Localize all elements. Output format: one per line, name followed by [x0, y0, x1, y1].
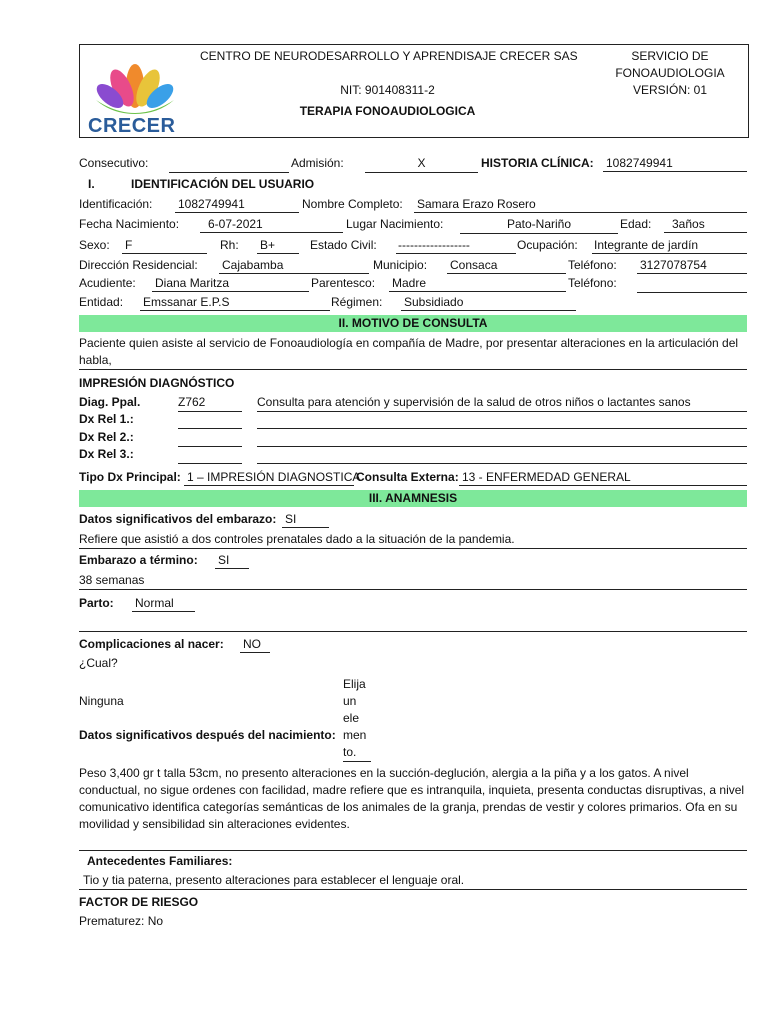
dx-rel3-label: Dx Rel 3.:	[79, 447, 134, 461]
elija-line3: ele	[343, 711, 360, 725]
consecutivo-field[interactable]	[169, 156, 289, 173]
ocupacion-label: Ocupación:	[517, 238, 578, 252]
embarazo-field[interactable]: SI	[282, 512, 329, 528]
identificacion-field[interactable]: 1082749941	[175, 197, 299, 213]
despues-text: Peso 3,400 gr t talla 53cm, no presento alteraciones en la succión-deglución, alergia a la piña y a los gatos. A nivel conductual, no sigue ordenes con facilidad, madre refiere que es intranquila, inquieta, presenta conductas disruptivas, a nivel comunicativo identifica categorías semánticas de los animales de la granja, prendas de vestir y colores primarios. Ofa en su movilidad y sensibilidad sin alteraciones evidentes.	[79, 766, 745, 831]
divider	[79, 850, 747, 851]
service-line2: FONOAUDIOLOGIA	[615, 66, 725, 80]
admision-label: Admisión:	[291, 156, 344, 170]
direccion-field[interactable]: Cajabamba	[219, 258, 369, 274]
direccion-label: Dirección Residencial:	[79, 258, 198, 272]
divider	[79, 369, 747, 370]
parentesco-label: Parentesco:	[311, 276, 376, 290]
dx-rel2-code[interactable]	[178, 430, 242, 447]
tipo-dx-label: Tipo Dx Principal:	[79, 470, 181, 484]
dx-rel3-code[interactable]	[178, 447, 242, 464]
parto-field[interactable]: Normal	[132, 596, 195, 612]
antecedentes-label: Antecedentes Familiares:	[87, 854, 233, 868]
entidad-label: Entidad:	[79, 295, 124, 309]
municipio-label: Municipio:	[373, 258, 428, 272]
elija-line5[interactable]: to.	[343, 745, 371, 762]
document-subtitle: TERAPIA FONOAUDIOLOGICA	[299, 104, 476, 118]
cual-label: ¿Cual?	[79, 656, 118, 670]
motivo-text: Paciente quien asiste al servicio de Fonoaudiología en compañía de Madre, por presentar alteraciones en la articulación del habla,	[79, 336, 739, 367]
ocupacion-field[interactable]: Integrante de jardín	[592, 238, 747, 254]
fecha-label: Fecha Nacimiento:	[79, 217, 180, 231]
entidad-field[interactable]: Emssanar E.P.S	[140, 295, 330, 311]
complicaciones-field[interactable]: NO	[240, 637, 270, 653]
diag-ppal-code[interactable]: Z762	[178, 395, 242, 412]
divider	[79, 589, 747, 590]
rh-label: Rh:	[220, 238, 239, 252]
nit: NIT: 901408311-2	[340, 83, 435, 97]
complicaciones-label: Complicaciones al nacer:	[79, 637, 224, 651]
telefono2-label: Teléfono:	[568, 276, 617, 290]
admision-field[interactable]: X	[365, 156, 478, 173]
tipo-dx-field[interactable]: 1 – IMPRESIÓN DIAGNOSTICA	[184, 470, 354, 486]
prematurez-text: Prematurez: No	[79, 914, 164, 928]
acudiente-field[interactable]: Diana Maritza	[152, 276, 309, 292]
embarazo-text: Refiere que asistió a dos controles prenatales dado a la situación de la pandemia.	[79, 532, 515, 546]
service-line1: SERVICIO DE	[631, 49, 709, 63]
center-title: CENTRO DE NEURODESARROLLO Y APRENDISAJE CRECER SAS	[200, 49, 578, 63]
acudiente-label: Acudiente:	[79, 276, 136, 290]
rh-field[interactable]: B+	[257, 238, 299, 254]
parto-label: Parto:	[79, 596, 114, 610]
regimen-field[interactable]: Subsidiado	[401, 295, 576, 311]
lotus-icon	[88, 56, 182, 116]
dx-rel2-desc[interactable]	[257, 430, 747, 447]
edad-field[interactable]: 3años	[664, 217, 747, 233]
section1-number: I.	[88, 177, 95, 191]
lugar-label: Lugar Nacimiento:	[346, 217, 444, 231]
dx-rel2-label: Dx Rel 2.:	[79, 430, 134, 444]
divider	[79, 548, 747, 549]
consecutivo-label: Consecutivo:	[79, 156, 149, 170]
parentesco-field[interactable]: Madre	[389, 276, 566, 292]
termino-label: Embarazo a término:	[79, 553, 198, 567]
consulta-externa-field[interactable]: 13 - ENFERMEDAD GENERAL	[459, 470, 747, 486]
diag-ppal-desc[interactable]: Consulta para atención y supervisión de la salud de otros niños o lactantes sanos	[257, 395, 747, 412]
dx-rel1-label: Dx Rel 1.:	[79, 412, 134, 426]
historia-label: HISTORIA CLÍNICA:	[481, 156, 594, 170]
consulta-externa-label: Consulta Externa:	[356, 470, 459, 484]
nombre-field[interactable]: Samara Erazo Rosero	[414, 197, 747, 213]
section3-header: III. ANAMNESIS	[79, 490, 747, 507]
diagnostico-title: IMPRESIÓN DIAGNÓSTICO	[79, 376, 235, 390]
historia-field[interactable]: 1082749941	[603, 156, 747, 172]
logo-text: CRECER	[88, 115, 176, 137]
regimen-label: Régimen:	[331, 295, 383, 309]
antecedentes-text: Tio y tia paterna, presento alteraciones para establecer el lenguaje oral.	[83, 873, 465, 887]
identificacion-label: Identificación:	[79, 197, 153, 211]
dx-rel1-code[interactable]	[178, 412, 242, 429]
sexo-field[interactable]: F	[122, 238, 207, 254]
semanas-text: 38 semanas	[79, 573, 145, 587]
dx-rel3-desc[interactable]	[257, 447, 747, 464]
divider	[79, 889, 747, 890]
dx-rel1-desc[interactable]	[257, 412, 747, 429]
lugar-field[interactable]: Pato-Nariño	[460, 217, 618, 234]
elija-line2: un	[343, 694, 357, 708]
municipio-field[interactable]: Consaca	[447, 258, 566, 274]
telefono2-field[interactable]	[637, 276, 747, 293]
termino-field[interactable]: SI	[215, 553, 249, 569]
elija-line4: men	[343, 728, 367, 742]
elija-line1: Elija	[343, 677, 366, 691]
version: VERSIÓN: 01	[632, 83, 708, 97]
telefono-label: Teléfono:	[568, 258, 617, 272]
edad-label: Edad:	[620, 217, 652, 231]
crecer-logo	[88, 56, 182, 137]
civil-field[interactable]: ------------------	[396, 238, 516, 254]
divider	[79, 631, 747, 632]
section1-title: IDENTIFICACIÓN DEL USUARIO	[131, 177, 315, 191]
diag-ppal-label: Diag. Ppal.	[79, 395, 141, 409]
nombre-label: Nombre Completo:	[302, 197, 403, 211]
embarazo-label: Datos significativos del embarazo:	[79, 512, 277, 526]
civil-label: Estado Civil:	[310, 238, 377, 252]
factor-riesgo-title: FACTOR DE RIESGO	[79, 895, 199, 909]
ninguna-text: Ninguna	[79, 694, 124, 708]
section2-header: II. MOTIVO DE CONSULTA	[79, 315, 747, 332]
sexo-label: Sexo:	[79, 238, 110, 252]
telefono-field[interactable]: 3127078754	[637, 258, 747, 274]
fecha-field[interactable]: 6-07-2021	[200, 217, 343, 233]
despues-label: Datos significativos después del nacimiento:	[79, 728, 336, 742]
